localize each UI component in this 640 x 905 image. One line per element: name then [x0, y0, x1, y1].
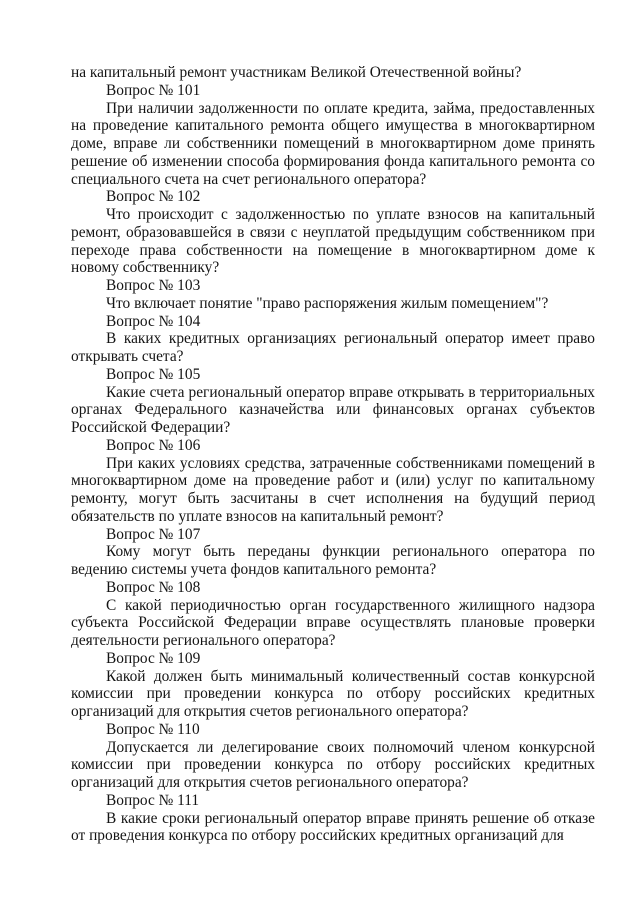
- question-block-108: [71, 579, 595, 650]
- question-text: В какие сроки региональный оператор вправе принять решение об отказе от проведения конкурса по отбору российских кредитных организаций для: [71, 809, 595, 845]
- question-label: Вопрос № 105: [106, 365, 201, 383]
- question-block-107: [71, 526, 595, 579]
- question-label: Вопрос № 111: [106, 791, 200, 809]
- question-text: С какой периодичностью орган государственного жилищного надзора субъекта Российской Федерации вправе осуществлять плановые проверки деятельности регионального оператора?: [71, 596, 595, 649]
- question-label: Вопрос № 101: [106, 81, 201, 99]
- question-text: Допускается ли делегирование своих полномочий членом конкурсной комиссии при проведении конкурса по отбору российских кредитных организаций для открытия счетов регионального оператора?: [71, 738, 595, 791]
- question-label: Вопрос № 107: [106, 525, 201, 543]
- question-label: Вопрос № 102: [106, 188, 201, 206]
- question-text: Что включает понятие "право распоряжения жилым помещением"?: [106, 294, 549, 312]
- question-text: В каких кредитных организациях региональный оператор имеет право открывать счета?: [71, 330, 595, 365]
- question-block-103: [71, 277, 595, 313]
- question-label: Вопрос № 110: [106, 720, 200, 738]
- question-label: Вопрос № 108: [106, 578, 201, 596]
- question-text: При наличии задолженности по оплате кредита, займа, предоставленных на проведение капитального ремонта общего имущества в многоквартирном доме, вправе ли собственники помещений в многоквартирном доме принять решение об изменении способа формирования фонда капитального ремонта со специального счета на счет регионального оператора?: [71, 99, 595, 188]
- question-label: Вопрос № 109: [106, 649, 201, 667]
- question-block-110: [71, 721, 595, 792]
- question-block-102: [71, 188, 595, 277]
- document-page: [71, 64, 595, 845]
- lead-fragment: на капитальный ремонт участникам Великой Отечественной войны?: [71, 64, 522, 81]
- question-block-109: [71, 650, 595, 721]
- question-label: Вопрос № 103: [106, 277, 201, 294]
- question-text: Какие счета региональный оператор вправе открывать в территориальных органах Федерального казначейства или финансовых органах субъектов Российской Федерации?: [71, 383, 595, 436]
- question-text: Кому могут быть переданы функции регионального оператора по ведению системы учета фондов капитального ремонта?: [71, 543, 595, 578]
- question-text: При каких условиях средства, затраченные собственниками помещений в многоквартирном доме на проведение работ и (или) услуг по капитальному ремонту, могут быть засчитаны в счет исполнения на будущий период обязательств по уплате взносов на капитальный ремонт?: [71, 454, 595, 525]
- question-block-104: [71, 313, 595, 366]
- question-label: Вопрос № 106: [106, 436, 201, 454]
- question-block-111: [71, 792, 595, 845]
- question-block-106: [71, 437, 595, 526]
- question-text: Какой должен быть минимальный количественный состав конкурсной комиссии при проведении конкурса по отбору российских кредитных организаций для открытия счетов регионального оператора?: [71, 667, 595, 720]
- question-block-105: [71, 366, 595, 437]
- question-text: Что происходит с задолженностью по уплате взносов на капитальный ремонт, образовавшейся в связи с неуплатой предыдущим собственником при переходе права собственности на помещение в многоквартирном доме к новому собственнику?: [71, 206, 595, 277]
- question-label: Вопрос № 104: [106, 312, 201, 330]
- question-block-101: [71, 82, 595, 189]
